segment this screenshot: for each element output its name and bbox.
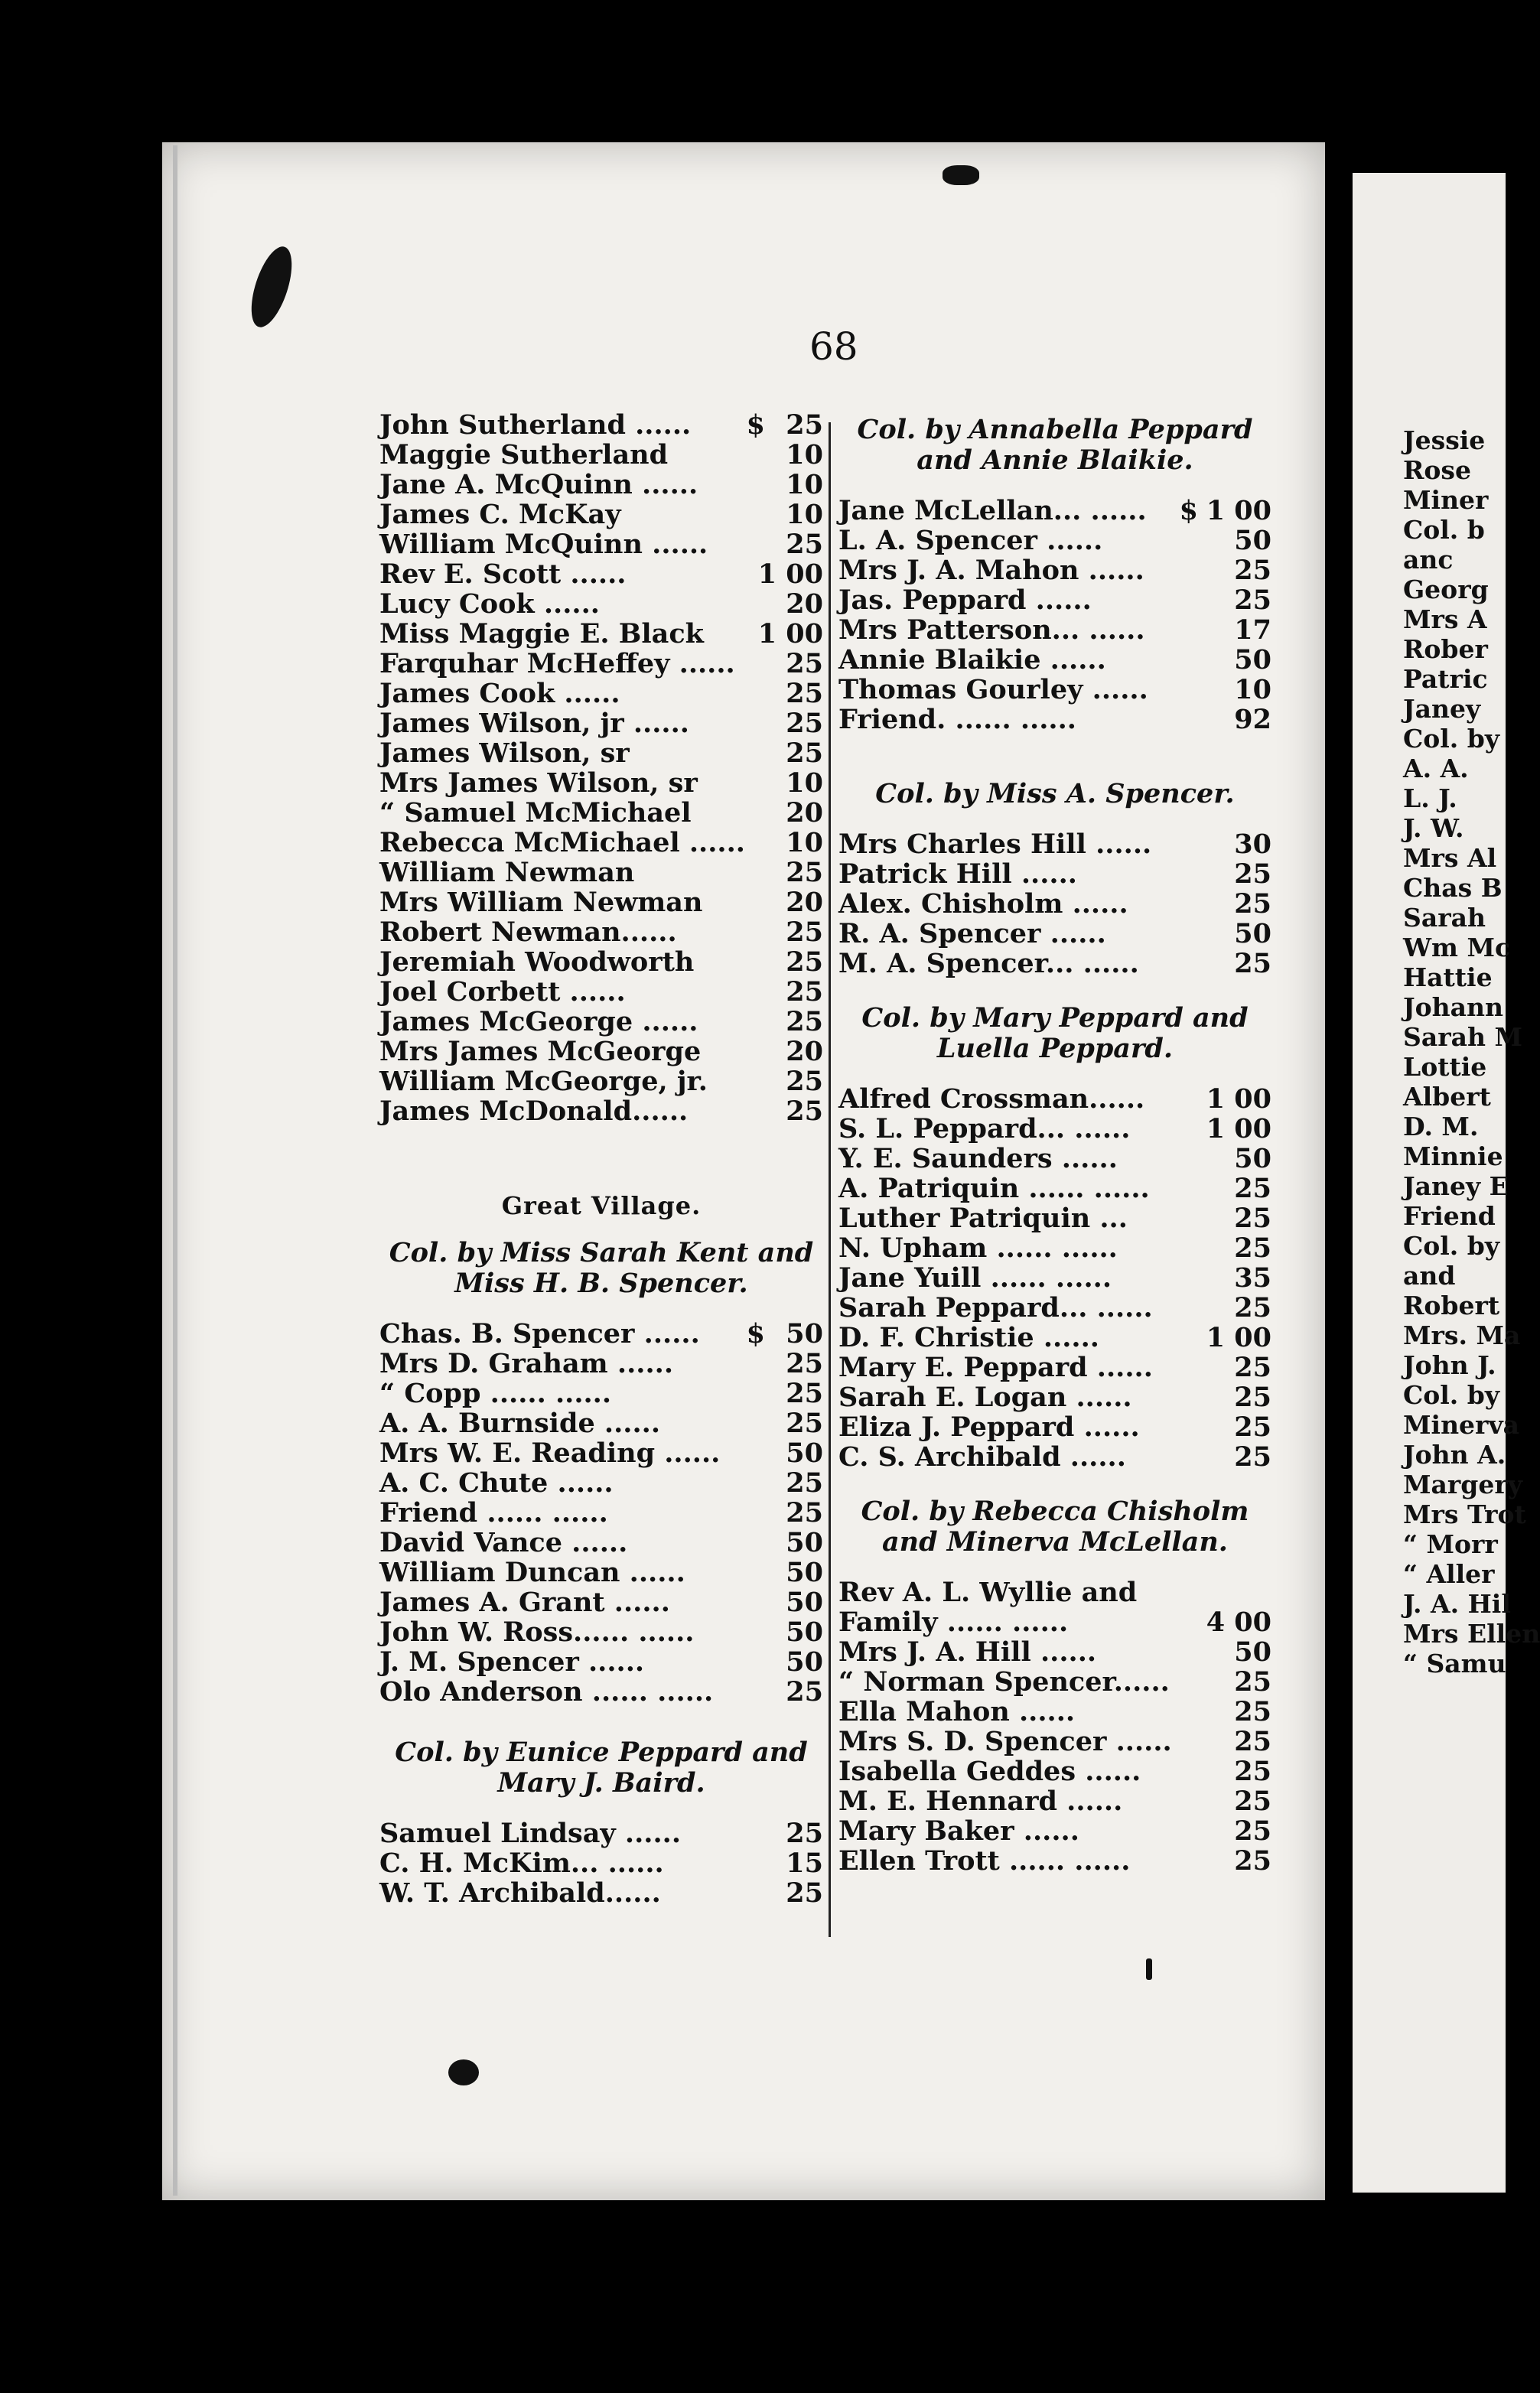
adjacent-page-line: Albert <box>1403 1082 1491 1112</box>
collector-heading: Col. by Rebecca Chisholm and Minerva McLellan. <box>861 1496 1249 1558</box>
entry-row <box>838 1786 1271 1816</box>
entry-name: Ella Mahon ...... <box>838 1696 1076 1727</box>
entry-row <box>379 1438 823 1468</box>
entry-name: James Wilson, jr ...... <box>379 708 689 739</box>
entry-name: Jane McLellan... ...... <box>838 495 1147 526</box>
entry-row <box>838 585 1271 615</box>
entry-amount: 10 <box>786 767 823 799</box>
entry-row <box>838 1607 1271 1637</box>
entry-row <box>379 559 823 589</box>
entry-name: A. A. Burnside ...... <box>379 1408 661 1439</box>
entry-row <box>838 1323 1271 1353</box>
entry-row <box>379 1408 823 1438</box>
entry-name: Sarah Peppard... ...... <box>838 1292 1153 1323</box>
entry-amount: 20 <box>786 1036 823 1067</box>
adjacent-page-line: Minnie <box>1403 1141 1503 1171</box>
entry-name: “ Copp ...... ...... <box>379 1378 612 1409</box>
entry-name: Miss Maggie E. Black <box>379 618 704 650</box>
entry-amount: 35 <box>1234 1262 1271 1294</box>
entry-row <box>379 619 823 649</box>
entry-name: James A. Grant ...... <box>379 1587 670 1618</box>
entry-name: Rebecca McMichael ...... <box>379 827 745 858</box>
adjacent-page-edge <box>1353 173 1540 2193</box>
entry-name: Maggie Sutherland <box>379 439 669 470</box>
entry-name: Rev E. Scott ...... <box>379 558 627 590</box>
entry-amount: 1 00 <box>757 618 823 650</box>
entry-amount: 1 00 <box>1206 495 1271 526</box>
entry-name: John W. Ross...... ...... <box>379 1616 695 1648</box>
left-entries-2 <box>379 1319 823 1707</box>
entry-name: A. C. Chute ...... <box>379 1467 614 1499</box>
middle-entries-1 <box>838 496 1271 734</box>
entry-amount: 50 <box>786 1646 823 1678</box>
adjacent-page-line: “ Aller <box>1403 1559 1495 1589</box>
entry-row <box>838 555 1271 585</box>
entry-row <box>379 1587 823 1617</box>
entry-amount: 50 <box>1234 644 1271 676</box>
entry-name: Joel Corbett ...... <box>379 976 626 1008</box>
entry-row <box>379 1528 823 1558</box>
entry-name: Mrs Charles Hill ...... <box>838 829 1152 860</box>
entry-amount: 25 <box>1234 1382 1271 1413</box>
adjacent-page-line: John A. <box>1403 1440 1506 1470</box>
entry-amount: 25 <box>786 1348 823 1379</box>
adjacent-page-lines <box>1353 173 1540 1678</box>
entry-amount: 50 <box>786 1527 823 1558</box>
entry-row <box>838 1084 1271 1114</box>
currency-symbol: $ <box>746 1318 765 1350</box>
entry-name: Y. E. Saunders ...... <box>838 1143 1118 1174</box>
entry-row <box>838 1263 1271 1293</box>
adjacent-page-line: Mrs A <box>1403 604 1487 634</box>
entry-amount: 20 <box>786 588 823 620</box>
entry-row <box>379 410 823 440</box>
entry-name: Mary Baker ...... <box>838 1815 1079 1847</box>
page-number: 68 <box>809 324 858 369</box>
adjacent-page-line: Patric <box>1403 664 1488 694</box>
entry-name: Samuel Lindsay ...... <box>379 1818 682 1849</box>
entry-amount: 25 <box>786 1467 823 1499</box>
column-divider <box>829 422 831 1937</box>
entry-amount: 25 <box>786 1066 823 1097</box>
entry-amount: 50 <box>1234 1143 1271 1174</box>
entry-amount: 1 00 <box>757 558 823 590</box>
entry-row <box>379 738 823 768</box>
entry-amount: 25 <box>1234 1666 1271 1698</box>
collector-heading: Col. by Mary Peppard and Luella Peppard. <box>861 1002 1249 1064</box>
adjacent-page-line: L. J. <box>1403 783 1457 813</box>
entry-name: Family ...... ...... <box>838 1607 1069 1638</box>
entry-amount: 25 <box>786 917 823 948</box>
entry-row <box>838 1114 1271 1144</box>
entry-amount: 50 <box>786 1318 823 1350</box>
entry-amount: 25 <box>1234 1786 1271 1817</box>
entry-amount: 10 <box>786 439 823 470</box>
adjacent-page-line: J. W. <box>1403 813 1464 843</box>
entry-amount: 30 <box>1234 829 1271 860</box>
entry-row <box>379 1677 823 1707</box>
entry-row <box>379 1818 823 1848</box>
entry-name: James McGeorge ...... <box>379 1006 698 1037</box>
currency-symbol: $ <box>1179 495 1198 526</box>
middle-entries-4 <box>838 1577 1271 1876</box>
entry-name: James McDonald...... <box>379 1096 689 1127</box>
entry-name: S. L. Peppard... ...... <box>838 1113 1131 1144</box>
entry-amount: 4 00 <box>1206 1607 1271 1638</box>
entry-amount: 25 <box>1234 555 1271 586</box>
entry-row <box>838 496 1271 526</box>
adjacent-page-line: D. M. <box>1403 1112 1479 1141</box>
entry-amount: 25 <box>786 976 823 1008</box>
entry-amount: 20 <box>786 797 823 829</box>
entry-amount: 25 <box>1234 948 1271 979</box>
adjacent-page-line: Mrs. Ma <box>1403 1320 1521 1350</box>
entry-name: M. E. Hennard ...... <box>838 1786 1123 1817</box>
entry-name: Jane A. McQuinn ...... <box>379 469 698 500</box>
entry-name: “ Samuel McMichael <box>379 797 692 829</box>
entry-amount: 25 <box>786 708 823 739</box>
entry-name: Jeremiah Woodworth <box>379 946 695 978</box>
entry-amount: 25 <box>1234 1726 1271 1757</box>
entry-name: Mrs J. A. Mahon ...... <box>838 555 1144 586</box>
entry-row <box>838 1667 1271 1697</box>
entry-name: Chas. B. Spencer ...... <box>379 1318 700 1350</box>
entry-amount: 10 <box>1234 674 1271 705</box>
entry-row <box>379 858 823 887</box>
entry-row <box>379 768 823 798</box>
entry-name: Mrs D. Graham ...... <box>379 1348 674 1379</box>
entry-name: Alex. Chisholm ...... <box>838 888 1128 920</box>
entry-amount: 92 <box>1234 704 1271 735</box>
entry-amount: 10 <box>786 469 823 500</box>
entry-row <box>379 917 823 947</box>
entry-row <box>379 947 823 977</box>
collector-heading: Col. by Miss Sarah Kent and Miss H. B. Spencer. <box>389 1237 814 1299</box>
entry-row <box>838 859 1271 889</box>
adjacent-page-line: J. A. Hil <box>1403 1589 1511 1619</box>
entry-amount: 1 00 <box>1206 1113 1271 1144</box>
entry-amount: 25 <box>786 529 823 560</box>
entry-amount: 25 <box>1234 858 1271 890</box>
entry-row <box>379 589 823 619</box>
entry-row <box>838 1174 1271 1203</box>
entry-name: Rev A. L. Wyllie and <box>838 1577 1138 1608</box>
entry-name: Mary E. Peppard ...... <box>838 1352 1153 1383</box>
adjacent-page-line: Col. b <box>1403 515 1485 545</box>
entry-amount: 25 <box>1234 1173 1271 1204</box>
entry-name: Patrick Hill ...... <box>838 858 1077 890</box>
entry-row <box>838 1293 1271 1323</box>
entry-name: Ellen Trott ...... ...... <box>838 1845 1131 1877</box>
entry-amount: 25 <box>1234 1352 1271 1383</box>
middle-entries-3 <box>838 1084 1271 1472</box>
adjacent-page-line: Rober <box>1403 634 1488 664</box>
entry-row <box>838 1442 1271 1472</box>
page-edge <box>173 145 177 2196</box>
adjacent-page-line: Rose <box>1403 455 1472 485</box>
entry-row <box>379 1096 823 1126</box>
entry-name: R. A. Spencer ...... <box>838 918 1106 949</box>
middle-entries-2 <box>838 829 1271 978</box>
entry-row <box>838 1697 1271 1727</box>
adjacent-page-line: “ Morr <box>1403 1529 1498 1559</box>
entry-amount: 25 <box>1234 1232 1271 1264</box>
entry-amount: 25 <box>786 946 823 978</box>
entry-row <box>379 649 823 679</box>
entry-row <box>379 1617 823 1647</box>
ink-blot <box>448 2059 479 2085</box>
adjacent-page-line: Margery <box>1403 1470 1522 1499</box>
adjacent-page-line: Wm Mc <box>1403 933 1511 962</box>
entry-row <box>379 1349 823 1379</box>
entry-name: D. F. Christie ...... <box>838 1322 1099 1353</box>
entry-row <box>379 977 823 1007</box>
entry-row <box>838 1144 1271 1174</box>
adjacent-page-line: Friend <box>1403 1201 1496 1231</box>
entry-row <box>838 705 1271 734</box>
entry-name: W. T. Archibald...... <box>379 1877 661 1909</box>
entry-row <box>379 828 823 858</box>
adjacent-page-line: Sarah <box>1403 903 1486 933</box>
entry-row <box>379 1878 823 1908</box>
entry-name: C. H. McKim... ...... <box>379 1848 664 1879</box>
entry-name: Jas. Peppard ...... <box>838 584 1092 616</box>
entry-amount: 25 <box>786 648 823 679</box>
entry-amount: 25 <box>1234 888 1271 920</box>
entry-amount: 10 <box>786 827 823 858</box>
entry-name: Friend. ...... ...... <box>838 704 1076 735</box>
entry-name: James C. McKay <box>379 499 621 530</box>
entry-amount: 25 <box>786 1676 823 1708</box>
entry-name: Mrs S. D. Spencer ...... <box>838 1726 1172 1757</box>
collector-heading: Col. by Annabella Peppard and Annie Blaikie. <box>857 414 1253 476</box>
entry-row <box>838 1382 1271 1412</box>
adjacent-page-line: Col. by <box>1403 724 1500 754</box>
entry-row <box>838 1756 1271 1786</box>
entry-amount: 25 <box>1234 1756 1271 1787</box>
entry-amount: 25 <box>786 1877 823 1909</box>
entry-row <box>838 949 1271 978</box>
entry-row <box>379 500 823 529</box>
entry-amount: 25 <box>1234 584 1271 616</box>
entry-row <box>838 1637 1271 1667</box>
entry-amount: 25 <box>786 1818 823 1849</box>
entry-amount: 25 <box>786 1408 823 1439</box>
entry-amount: 15 <box>786 1848 823 1879</box>
entry-amount: 50 <box>786 1587 823 1618</box>
entry-name: Thomas Gourley ...... <box>838 674 1148 705</box>
entry-name: Jane Yuill ...... ...... <box>838 1262 1112 1294</box>
entry-amount: 50 <box>786 1557 823 1588</box>
entry-row <box>838 1203 1271 1233</box>
entry-amount: 25 <box>1234 1411 1271 1443</box>
entry-amount: 1 00 <box>1206 1083 1271 1115</box>
entry-name: James Wilson, sr <box>379 737 630 769</box>
adjacent-page-line: Sarah M <box>1403 1022 1522 1052</box>
entry-row <box>838 1846 1271 1876</box>
left-entries-1 <box>379 410 823 1126</box>
adjacent-page-line: anc <box>1403 545 1454 575</box>
entry-amount: 25 <box>1234 1815 1271 1847</box>
adjacent-page-line: Johann <box>1403 992 1503 1022</box>
entry-amount: 25 <box>786 1378 823 1409</box>
adjacent-page-line: Mrs Trot <box>1403 1499 1526 1529</box>
entry-name: Eliza J. Peppard ...... <box>838 1411 1140 1443</box>
entry-name: Mrs Patterson... ...... <box>838 614 1145 646</box>
entry-row <box>379 1468 823 1498</box>
adjacent-page-line: Janey E <box>1403 1171 1509 1201</box>
entry-name: John Sutherland ...... <box>379 409 692 441</box>
entry-row <box>379 1037 823 1066</box>
entry-row <box>838 645 1271 675</box>
entry-amount: 17 <box>1234 614 1271 646</box>
entry-row <box>838 615 1271 645</box>
entry-row <box>379 679 823 708</box>
entry-row <box>838 1727 1271 1756</box>
entry-amount: 10 <box>786 499 823 530</box>
entry-name: Lucy Cook ...... <box>379 588 600 620</box>
entry-amount: 25 <box>1234 1441 1271 1473</box>
adjacent-page-line: Col. by <box>1403 1231 1500 1261</box>
entry-name: “ Norman Spencer...... <box>838 1666 1170 1698</box>
entry-amount: 50 <box>786 1437 823 1469</box>
entry-amount: 1 00 <box>1206 1322 1271 1353</box>
entry-name: James Cook ...... <box>379 678 620 709</box>
entry-row <box>379 887 823 917</box>
entry-row <box>379 529 823 559</box>
entry-row <box>379 708 823 738</box>
entry-amount: 25 <box>786 737 823 769</box>
entry-row <box>379 1647 823 1677</box>
adjacent-page-line: Hattie <box>1403 962 1493 992</box>
entry-amount: 25 <box>786 1096 823 1127</box>
entry-row <box>379 470 823 500</box>
entry-name: William McQuinn ...... <box>379 529 708 560</box>
entry-amount: 25 <box>1234 1292 1271 1323</box>
entry-name: William McGeorge, jr. <box>379 1066 708 1097</box>
entry-name: J. M. Spencer ...... <box>379 1646 645 1678</box>
collector-heading: Col. by Miss A. Spencer. <box>875 778 1235 809</box>
adjacent-page-line: Minerva <box>1403 1410 1519 1440</box>
entry-name: David Vance ...... <box>379 1527 628 1558</box>
adjacent-page-line: Lottie <box>1403 1052 1487 1082</box>
entry-amount: 25 <box>786 857 823 888</box>
entry-row <box>838 829 1271 859</box>
entry-amount: 50 <box>1234 1636 1271 1668</box>
entry-name: Luther Patriquin ... <box>838 1203 1128 1234</box>
adjacent-page-line: Miner <box>1403 485 1489 515</box>
adjacent-page-line: Chas B <box>1403 873 1503 903</box>
adjacent-page-line: and <box>1403 1261 1456 1291</box>
entry-amount: 20 <box>786 887 823 918</box>
entry-name: C. S. Archibald ...... <box>838 1441 1126 1473</box>
entry-name: Farquhar McHeffey ...... <box>379 648 735 679</box>
entry-name: Alfred Crossman...... <box>838 1083 1145 1115</box>
entry-row <box>379 1007 823 1037</box>
entry-row <box>838 675 1271 705</box>
entry-amount: 25 <box>786 1497 823 1529</box>
entry-amount: 50 <box>786 1616 823 1648</box>
entry-row <box>379 1319 823 1349</box>
adjacent-page-line: Georg <box>1403 575 1489 604</box>
entry-name: Isabella Geddes ...... <box>838 1756 1141 1787</box>
middle-column <box>838 410 1271 1876</box>
adjacent-page-line: A. A. <box>1403 754 1469 783</box>
left-column <box>379 410 823 1908</box>
entry-row <box>379 1066 823 1096</box>
currency-symbol: $ <box>746 409 765 441</box>
entry-name: Mrs William Newman <box>379 887 703 918</box>
entry-name: L. A. Spencer ...... <box>838 525 1103 556</box>
entry-row <box>838 1353 1271 1382</box>
entry-row <box>838 889 1271 919</box>
entry-name: William Newman <box>379 857 635 888</box>
entry-row <box>379 440 823 470</box>
entry-name: N. Upham ...... ...... <box>838 1232 1118 1264</box>
entry-row <box>838 919 1271 949</box>
entry-amount: 25 <box>1234 1203 1271 1234</box>
entry-name: Olo Anderson ...... ...... <box>379 1676 714 1708</box>
entry-amount: 25 <box>1234 1696 1271 1727</box>
entry-row <box>838 1816 1271 1846</box>
adjacent-page-line: “ Samu <box>1403 1649 1506 1678</box>
entry-amount: 25 <box>786 1006 823 1037</box>
left-entries-3 <box>379 1818 823 1908</box>
adjacent-page-line: Janey <box>1403 694 1481 724</box>
entry-row <box>838 1412 1271 1442</box>
entry-row <box>379 1848 823 1878</box>
entry-amount: 50 <box>1234 525 1271 556</box>
entry-name: William Duncan ...... <box>379 1557 685 1588</box>
entry-row <box>838 526 1271 555</box>
entry-row <box>379 798 823 828</box>
adjacent-page-line: Jessie <box>1403 425 1486 455</box>
entry-amount: 50 <box>1234 918 1271 949</box>
entry-amount: 25 <box>1234 1845 1271 1877</box>
section-title: Great Village. <box>501 1191 702 1220</box>
adjacent-page-line: Robert <box>1403 1291 1500 1320</box>
entry-row <box>379 1498 823 1528</box>
adjacent-page-line: Col. by <box>1403 1380 1500 1410</box>
entry-row <box>838 1577 1271 1607</box>
ink-blot <box>1146 1958 1152 1980</box>
entry-name: Mrs James Wilson, sr <box>379 767 698 799</box>
entry-row <box>379 1558 823 1587</box>
entry-name: Mrs W. E. Reading ...... <box>379 1437 721 1469</box>
entry-row <box>379 1379 823 1408</box>
entry-name: Friend ...... ...... <box>379 1497 608 1529</box>
ink-blot <box>943 165 979 185</box>
entry-name: Robert Newman...... <box>379 917 677 948</box>
entry-name: A. Patriquin ...... ...... <box>838 1173 1150 1204</box>
entry-amount: 25 <box>786 409 823 441</box>
entry-name: Mrs James McGeorge <box>379 1036 702 1067</box>
entry-name: Mrs J. A. Hill ...... <box>838 1636 1097 1668</box>
entry-name: M. A. Spencer... ...... <box>838 948 1139 979</box>
adjacent-page-line: Mrs Al <box>1403 843 1497 873</box>
entry-amount: 25 <box>786 678 823 709</box>
entry-name: Annie Blaikie ...... <box>838 644 1106 676</box>
entry-row <box>838 1233 1271 1263</box>
adjacent-page-line: John J. <box>1403 1350 1496 1380</box>
adjacent-page-line: Mrs Ellen <box>1403 1619 1540 1649</box>
collector-heading: Col. by Eunice Peppard and Mary J. Baird. <box>395 1737 808 1799</box>
entry-name: Sarah E. Logan ...... <box>838 1382 1132 1413</box>
